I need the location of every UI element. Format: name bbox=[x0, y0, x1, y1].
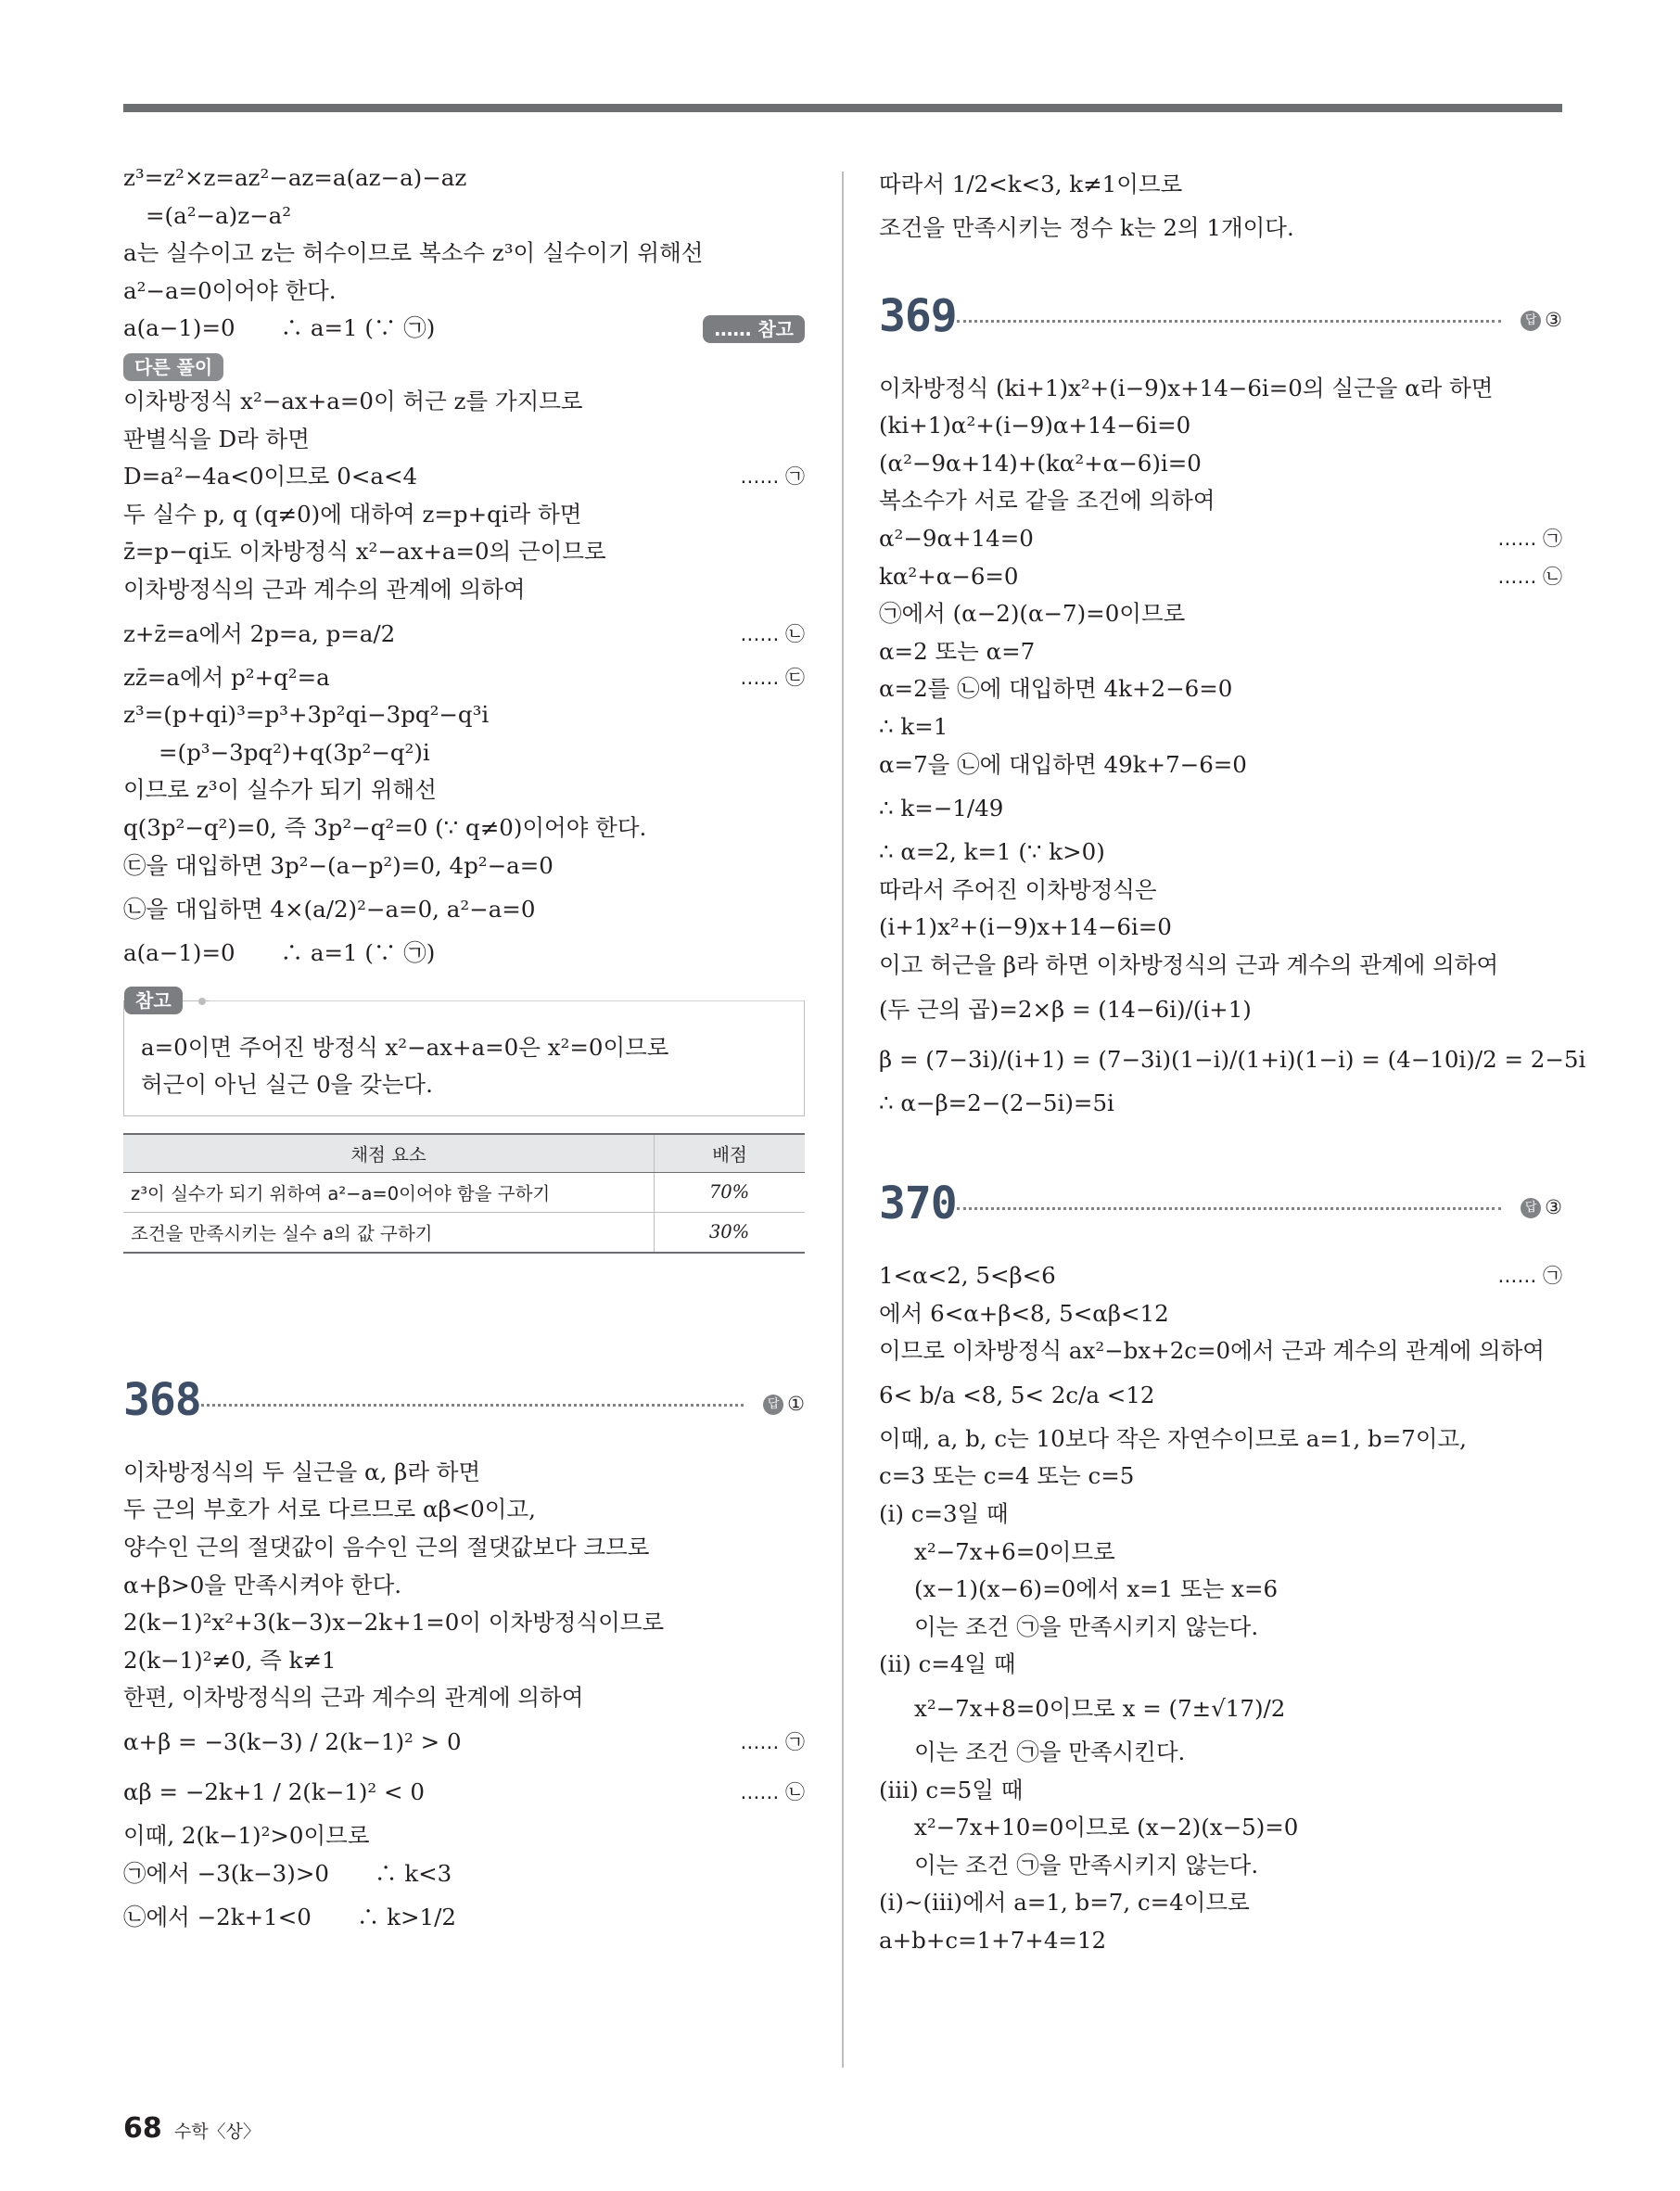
answer-value: ③ bbox=[1545, 1196, 1562, 1219]
solution-line bbox=[879, 1734, 1562, 1772]
solution-text: 1<α<2, 5<β<6 bbox=[879, 1262, 1056, 1290]
solution-line bbox=[879, 708, 1562, 746]
solution-text: 판별식을 D라 하면 bbox=[123, 425, 310, 452]
solution-line bbox=[879, 1496, 1562, 1534]
solution-text: ㉡에서 −2k+1<0 ∴ k>1/2 bbox=[123, 1904, 456, 1931]
header-dotted-rule bbox=[201, 1404, 744, 1407]
equation-marker: …… ㉢ bbox=[740, 666, 805, 689]
solution-text: zz̄=a에서 p²+q²=a bbox=[123, 663, 330, 691]
solution-text: ㉡을 대입하면 4×(a/2)²−a=0, a²−a=0 bbox=[123, 896, 536, 924]
solution-text: x²−7x+10=0이므로 (x−2)(x−5)=0 bbox=[914, 1814, 1299, 1841]
solution-line: a²−a=0이어야 한다. bbox=[123, 276, 337, 304]
top-rule bbox=[123, 104, 1562, 112]
solution-line bbox=[123, 696, 805, 734]
points-cell: 70% bbox=[655, 1172, 806, 1212]
solution-text: 이차방정식의 근과 계수의 관계에 의하여 bbox=[123, 575, 526, 603]
solution-text: β = (7−3i)/(i+1) = (7−3i)(1−i)/(1+i)(1−i) = (4−10i)/2 = 2−5i bbox=[879, 1045, 1586, 1073]
answer-tag bbox=[1521, 309, 1562, 331]
problem-number: 370 bbox=[879, 1178, 957, 1230]
solution-text: 이차방정식 (ki+1)x²+(i−9)x+14−6i=0의 실근을 α라 하면 bbox=[879, 374, 1494, 401]
solution-text: 이차방정식의 두 실근을 α, β라 하면 bbox=[123, 1458, 481, 1485]
solution-line: 따라서 1/2<k<3, k≠1이므로 bbox=[879, 171, 1183, 197]
solution-line bbox=[879, 1809, 1562, 1847]
answer-label-icon: 답 bbox=[1521, 311, 1541, 331]
solution-line bbox=[123, 1454, 805, 1492]
solution-text: 복소수가 서로 같을 조건에 의하여 bbox=[879, 487, 1215, 515]
solution-text: 이는 조건 ㉠을 만족시키지 않는다. bbox=[914, 1851, 1259, 1879]
column-divider bbox=[842, 172, 844, 2068]
solution-text: 이는 조건 ㉠을 만족시키지 않는다. bbox=[914, 1612, 1259, 1640]
reference-note-box bbox=[123, 988, 805, 1116]
solution-line bbox=[879, 482, 1562, 520]
scoring-header-points: 배점 bbox=[655, 1134, 806, 1173]
spacer bbox=[879, 248, 1562, 290]
solution-line bbox=[879, 1085, 1562, 1123]
solution-line bbox=[879, 1458, 1562, 1496]
reference-badge: …… 참고 bbox=[703, 315, 805, 343]
solution-text: (x−1)(x−6)=0에서 x=1 또는 x=6 bbox=[914, 1575, 1279, 1603]
solution-line bbox=[879, 1035, 1586, 1085]
solution-text: 이때, a, b, c는 10보다 작은 자연수이므로 a=1, b=7이고, bbox=[879, 1424, 1467, 1452]
header-dotted-rule bbox=[957, 1207, 1501, 1210]
solution-text: ㉠에서 (α−2)(α−7)=0이므로 bbox=[879, 600, 1186, 628]
problem-number: 369 bbox=[879, 289, 957, 342]
solution-text: D=a²−4a<0이므로 0<a<4 bbox=[123, 463, 418, 490]
solution-line bbox=[123, 533, 805, 571]
solution-line bbox=[123, 935, 805, 973]
solution-line bbox=[879, 746, 1562, 784]
solution-line bbox=[879, 1922, 1562, 1960]
solution-line bbox=[879, 1370, 1562, 1420]
problem-369-body bbox=[879, 370, 1586, 1123]
solution-line bbox=[123, 383, 805, 421]
solution-text: 두 실수 p, q (q≠0)에 대하여 z=p+qi라 하면 bbox=[123, 500, 582, 528]
answer-label-icon: 답 bbox=[763, 1395, 783, 1415]
solution-text: (ⅱ) c=4일 때 bbox=[879, 1650, 1016, 1678]
solution-text: 한편, 이차방정식의 근과 계수의 관계에 의하여 bbox=[123, 1684, 584, 1712]
solution-line bbox=[879, 1332, 1562, 1370]
solution-text: z+z̄=a에서 2p=a, p=a/2 bbox=[123, 619, 396, 647]
solution-text: (ⅲ) c=5일 때 bbox=[879, 1776, 1024, 1803]
solution-line bbox=[123, 659, 805, 697]
solution-text: 2(k−1)²≠0, 즉 k≠1 bbox=[123, 1646, 337, 1674]
solution-line bbox=[879, 407, 1562, 445]
solution-text: 2(k−1)²x²+3(k−3)x−2k+1=0이 이차방정식이므로 bbox=[123, 1609, 665, 1637]
solution-line bbox=[879, 947, 1562, 985]
solution-text: 이므로 이차방정식 ax²−bx+2c=0에서 근과 계수의 관계에 의하여 bbox=[879, 1337, 1545, 1365]
equation-marker: …… ㉠ bbox=[740, 1731, 805, 1754]
scoring-table bbox=[123, 1133, 805, 1254]
equation-marker: …… ㉡ bbox=[1497, 565, 1562, 588]
answer-tag bbox=[763, 1393, 805, 1415]
solution-line bbox=[879, 909, 1562, 947]
solution-line bbox=[879, 595, 1562, 633]
note-line-text: 허근이 아닌 실근 0을 갖는다. bbox=[141, 1071, 433, 1099]
solution-text: 양수인 근의 절댓값이 음수인 근의 절댓값보다 크므로 bbox=[123, 1534, 650, 1561]
note-dot bbox=[198, 998, 206, 1005]
points-cell: 30% bbox=[655, 1212, 806, 1253]
equation-marker: …… ㉡ bbox=[740, 1781, 805, 1804]
solution-line bbox=[879, 520, 1562, 558]
solution-line bbox=[879, 370, 1562, 408]
solution-line bbox=[123, 1491, 805, 1529]
solution-text: α=2를 ㉡에 대입하면 4k+2−6=0 bbox=[879, 675, 1233, 703]
solution-line bbox=[879, 558, 1562, 596]
solution-text: ∴ α−β=2−(2−5i)=5i bbox=[879, 1089, 1114, 1116]
solution-text: (두 근의 곱)=2×β = (14−6i)/(i+1) bbox=[879, 995, 1252, 1023]
problem-370-body bbox=[879, 1257, 1562, 1960]
problem-368-body bbox=[123, 1454, 805, 1943]
solution-line bbox=[879, 1295, 1562, 1333]
solution-text: a+b+c=1+7+4=12 bbox=[879, 1927, 1107, 1954]
alt-solution-badge: 다른 풀이 bbox=[123, 353, 223, 381]
solution-text: α=7을 ㉡에 대입하면 49k+7−6=0 bbox=[879, 750, 1247, 778]
solution-line: z³=z²×z=az²−az=a(az−a)−az bbox=[123, 164, 467, 191]
solution-line bbox=[123, 458, 805, 496]
equation-marker: …… ㉠ bbox=[1497, 1265, 1562, 1288]
page-footer bbox=[123, 2112, 261, 2145]
solution-text: 6< b/a <8, 5< 2c/a <12 bbox=[879, 1381, 1155, 1408]
problem-368-header bbox=[123, 1374, 805, 1454]
header-dotted-rule bbox=[957, 320, 1501, 323]
solution-line bbox=[123, 1679, 805, 1717]
answer-value: ③ bbox=[1545, 308, 1562, 331]
solution-line bbox=[123, 885, 805, 935]
reference-note-label: 참고 bbox=[124, 987, 183, 1014]
solution-text: a(a−1)=0 ∴ a=1 (∵ ㉠) bbox=[123, 939, 436, 967]
solution-line bbox=[879, 834, 1562, 872]
answer-tag bbox=[1521, 1196, 1562, 1218]
solution-line bbox=[123, 1529, 805, 1567]
problem-number: 368 bbox=[123, 1373, 201, 1426]
table-row bbox=[123, 1172, 805, 1212]
solution-text: kα²+α−6=0 bbox=[879, 562, 1019, 590]
spacer bbox=[123, 1254, 805, 1374]
alt-solution-body bbox=[123, 383, 805, 973]
solution-line bbox=[879, 1772, 1562, 1810]
solution-text: ㉢을 대입하면 3p²−(a−p²)=0, 4p²−a=0 bbox=[123, 851, 554, 879]
note-line bbox=[210, 1000, 804, 1001]
solution-text: 이므로 z³이 실수가 되기 위해선 bbox=[123, 776, 437, 804]
solution-text: c=3 또는 c=4 또는 c=5 bbox=[879, 1462, 1135, 1490]
solution-line bbox=[123, 571, 805, 609]
solution-text: z̄=p−qi도 이차방정식 x²−ax+a=0의 근이므로 bbox=[123, 538, 606, 566]
solution-text: 이때, 2(k−1)²>0이므로 bbox=[123, 1822, 370, 1850]
solution-text: ∴ k=1 bbox=[879, 712, 948, 740]
solution-text: (α²−9α+14)+(kα²+α−6)i=0 bbox=[879, 449, 1202, 477]
solution-text: ∴ k=−1/49 bbox=[879, 795, 1004, 822]
solution-line bbox=[123, 1817, 805, 1855]
solution-text: (i+1)x²+(i−9)x+14−6i=0 bbox=[879, 913, 1172, 941]
solution-text: 이고 허근을 β라 하면 이차방정식의 근과 계수의 관계에 의하여 bbox=[879, 950, 1499, 978]
solution-line bbox=[879, 783, 1562, 834]
solution-line bbox=[123, 1642, 805, 1680]
answer-label-icon: 답 bbox=[1521, 1198, 1541, 1218]
solution-line bbox=[123, 496, 805, 534]
solution-text: x²−7x+6=0이므로 bbox=[914, 1537, 1115, 1565]
solution-text: α+β = −3(k−3) / 2(k−1)² > 0 bbox=[123, 1728, 462, 1756]
solution-text: αβ = −2k+1 / 2(k−1)² < 0 bbox=[123, 1778, 425, 1806]
solution-line bbox=[123, 1767, 805, 1817]
equation-marker: …… ㉠ bbox=[1497, 527, 1562, 550]
solution-text: 두 근의 부호가 서로 다르므로 αβ<0이고, bbox=[123, 1496, 536, 1523]
equation-marker: …… ㉠ bbox=[740, 465, 805, 489]
criteria-cell: z³이 실수가 되기 위하여 a²−a=0이어야 함을 구하기 bbox=[123, 1172, 655, 1212]
book-title: 수학〈상〉 bbox=[173, 2121, 261, 2142]
solution-text: (ⅰ) c=3일 때 bbox=[879, 1500, 1009, 1528]
solution-line bbox=[123, 609, 805, 659]
solution-line bbox=[123, 1604, 805, 1642]
right-column bbox=[879, 159, 1586, 1960]
solution-text: α=2 또는 α=7 bbox=[879, 637, 1036, 665]
problem-370-header bbox=[879, 1178, 1562, 1257]
solution-text: 따라서 주어진 이차방정식은 bbox=[879, 875, 1157, 903]
solution-line bbox=[879, 1571, 1562, 1609]
solution-line: 조건을 만족시키는 정수 k는 2의 1개이다. bbox=[879, 214, 1294, 241]
left-column bbox=[123, 159, 805, 1943]
solution-text: 이는 조건 ㉠을 만족시킨다. bbox=[914, 1739, 1186, 1766]
solution-text: ㉠에서 −3(k−3)>0 ∴ k<3 bbox=[123, 1859, 452, 1887]
solution-line bbox=[879, 1884, 1562, 1922]
solution-text: α+β>0을 만족시켜야 한다. bbox=[123, 1571, 402, 1599]
solution-line bbox=[123, 1892, 805, 1943]
solution-text: q(3p²−q²)=0, 즉 3p²−q²=0 (∵ q≠0)이어야 한다. bbox=[123, 813, 647, 841]
page-number: 68 bbox=[123, 2112, 162, 2145]
solution-line bbox=[879, 1534, 1562, 1572]
solution-text: (ki+1)α²+(i−9)α+14−6i=0 bbox=[879, 412, 1191, 439]
problem-369-header bbox=[879, 290, 1562, 370]
solution-line bbox=[879, 1420, 1562, 1459]
scoring-header-criteria: 채점 요소 bbox=[123, 1134, 655, 1173]
criteria-cell: 조건을 만족시키는 실수 a의 값 구하기 bbox=[123, 1212, 655, 1253]
solution-line bbox=[879, 1646, 1562, 1684]
solution-text: =(p³−3pq²)+q(3p²−q²)i bbox=[159, 738, 430, 766]
solution-text: 에서 6<α+β<8, 5<αβ<12 bbox=[879, 1299, 1169, 1327]
solution-line bbox=[123, 847, 805, 885]
solution-text: ∴ α=2, k=1 (∵ k>0) bbox=[879, 838, 1105, 866]
solution-text: x²−7x+8=0이므로 x = (7±√17)/2 bbox=[914, 1695, 1286, 1723]
solution-line: =(a²−a)z−a² bbox=[146, 201, 292, 229]
solution-line bbox=[879, 633, 1562, 671]
solution-text: α²−9α+14=0 bbox=[879, 524, 1034, 552]
equation-marker: …… ㉡ bbox=[740, 622, 805, 645]
solution-line bbox=[123, 771, 805, 809]
note-line-text: a=0이면 주어진 방정식 x²−ax+a=0은 x²=0이므로 bbox=[141, 1033, 669, 1061]
answer-value: ① bbox=[787, 1392, 805, 1415]
solution-line bbox=[123, 1567, 805, 1605]
solution-line bbox=[879, 1847, 1562, 1885]
solution-line: a(a−1)=0 ∴ a=1 (∵ ㉠) …… 참고 bbox=[123, 310, 805, 348]
solution-text: z³=(p+qi)³=p³+3p²qi−3pq²−q³i bbox=[123, 701, 490, 729]
solution-line bbox=[879, 872, 1562, 910]
solution-line bbox=[879, 670, 1562, 708]
solution-line bbox=[123, 1855, 805, 1893]
solution-text: 이차방정식 x²−ax+a=0이 허근 z를 가지므로 bbox=[123, 387, 583, 414]
solution-line bbox=[879, 445, 1562, 483]
solution-line bbox=[123, 809, 805, 847]
solution-text: (ⅰ)~(ⅲ)에서 a=1, b=7, c=4이므로 bbox=[879, 1889, 1250, 1917]
spacer bbox=[879, 1122, 1562, 1178]
solution-line bbox=[123, 421, 805, 459]
solution-line bbox=[879, 1257, 1562, 1295]
solution-line bbox=[879, 1684, 1562, 1734]
solution-line bbox=[879, 1609, 1562, 1647]
solution-line: a는 실수이고 z는 허수이므로 복소수 z³이 실수이기 위해선 bbox=[123, 239, 704, 267]
solution-line bbox=[123, 734, 805, 772]
solution-line bbox=[123, 1717, 805, 1767]
table-row bbox=[123, 1212, 805, 1253]
solution-line bbox=[879, 985, 1562, 1035]
alt-solution-label-row bbox=[123, 348, 805, 383]
